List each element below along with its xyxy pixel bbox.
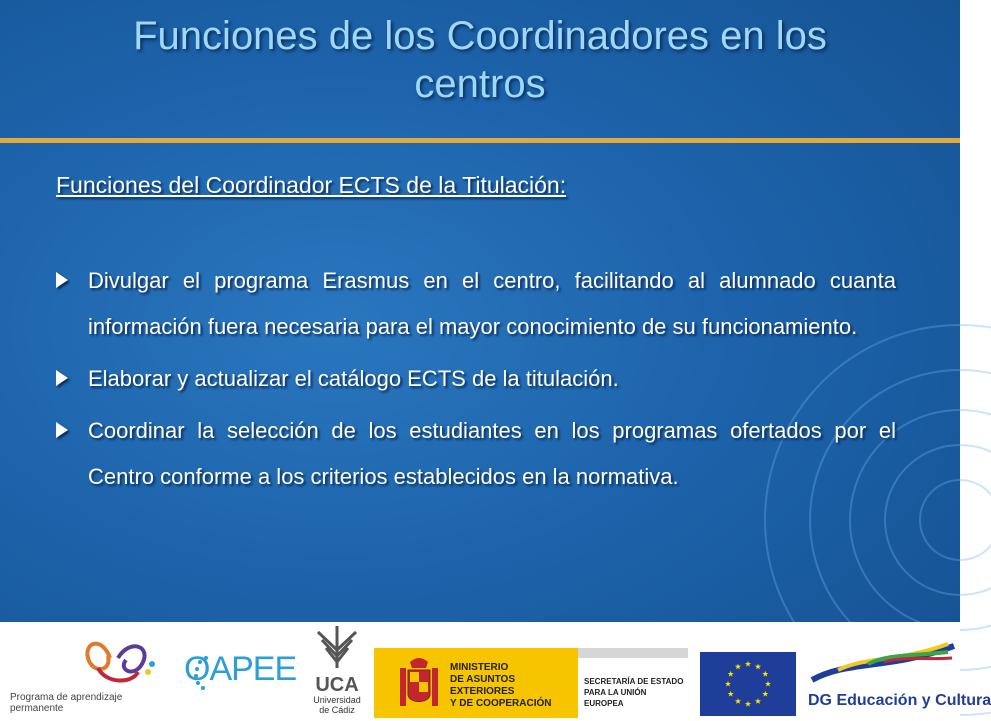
logo-footer [0, 622, 991, 720]
arrow-bullet-icon [56, 422, 68, 438]
secretaria-text: SECRETARÍA DE ESTADO PARA LA UNIÓN EUROPEA [584, 677, 684, 708]
pap-logo [6, 628, 178, 714]
title-line-2: centros [414, 62, 546, 106]
arrow-bullet-icon [56, 370, 68, 386]
bullet-item [56, 356, 896, 402]
uca-wordmark: UCA [315, 674, 359, 696]
bullet-item [56, 408, 896, 500]
bullet-text: Elaborar y actualizar el catálogo ECTS de la titulación. [88, 366, 619, 391]
eu-star [725, 681, 731, 687]
section-subtitle: Funciones del Coordinador ECTS de la Titulación: [56, 172, 567, 198]
eu-star [745, 661, 751, 667]
eu-star [765, 681, 771, 687]
eu-star [735, 698, 741, 704]
bullet-text: Divulgar el programa Erasmus en el centro, facilitando al alumnado cuanta información fuera necesaria para el mayor conocimiento de su funcionamiento. [88, 268, 896, 339]
bullet-item [56, 258, 896, 350]
dg-logo [808, 640, 991, 718]
eu-star [755, 698, 761, 704]
eu-stars-icon [700, 652, 796, 716]
arrow-bullet-icon [56, 272, 68, 288]
page-title [40, 12, 920, 108]
title-line-1: Funciones de los Coordinadores en los [133, 14, 827, 58]
oapee-wordmark: OAPEE [184, 650, 297, 688]
uca-logo [302, 624, 372, 720]
ministerio-logo [374, 648, 578, 718]
bullet-text: Coordinar la selección de los estudiantes en los programas ofertados por el Centro conforme a los criterios establecidos en la normativa. [88, 418, 896, 489]
bullet-list [56, 258, 896, 506]
uca-caption-1: Universidad [313, 695, 361, 705]
eu-star [762, 691, 768, 697]
pap-swirl-icon [6, 628, 178, 690]
title-divider [0, 138, 960, 143]
uca-caption-2: de Cádiz [319, 705, 355, 715]
oapee-logo [184, 646, 297, 696]
eu-flag-logo [700, 652, 796, 716]
eu-star [728, 691, 734, 697]
dg-wordmark: DG Educación y Cultura [808, 692, 991, 709]
eu-star [728, 671, 734, 677]
dg-wave-icon [808, 640, 958, 688]
eu-star [735, 663, 741, 669]
eu-star [762, 671, 768, 677]
spain-coat-of-arms-icon [396, 654, 442, 712]
pap-caption: Programa de aprendizaje permanente [10, 692, 123, 714]
uca-emblem-icon [312, 624, 362, 670]
eu-star [755, 663, 761, 669]
ministerio-text: MINISTERIO DE ASUNTOS EXTERIORES Y DE COOPERACIÓN [450, 662, 552, 709]
eu-star [745, 701, 751, 707]
secretaria-logo [578, 648, 688, 718]
